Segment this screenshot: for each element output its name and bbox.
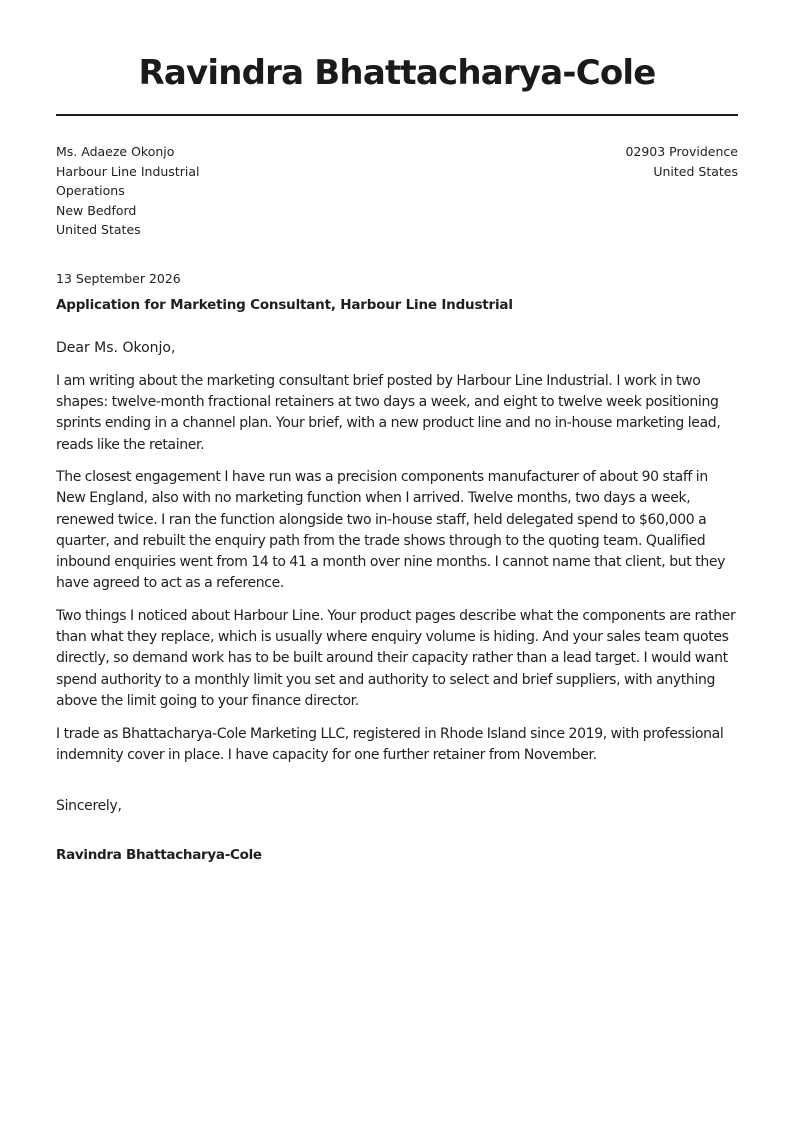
recipient-name: Ms. Adaeze Okonjo	[56, 144, 175, 159]
body-paragraph: I am writing about the marketing consultant brief posted by Harbour Line Industrial. I work in two shapes: twelve-month fractional retainers at two days a week, and eight to twelve week positioning sprints ending in a channel plan. Your brief, with a new product line and no in-house marketing lead, reads like the retainer.	[56, 372, 721, 453]
body-paragraph: The closest engagement I have run was a precision components manufacturer of about 90 staff in New England, also with no marketing function when I arrived. Twelve months, two days a week, renewed twice. I ran the function alongside two in-house staff, held delegated spend to $60,000 a quarter, and rebuilt the enquiry path from the trade shows through to the quoting team. Qualified inbound enquiries went from 14 to 41 a month over nine months. I cannot name that client, but they have agreed to act as a reference.	[56, 469, 726, 592]
sender-name-heading: Ravindra Bhattacharya-Cole	[138, 53, 656, 93]
sender-address	[625, 142, 738, 240]
closing: Sincerely,	[56, 797, 122, 814]
header-divider	[56, 114, 738, 116]
letter-date: 13 September 2026	[56, 270, 181, 286]
salutation: Dear Ms. Okonjo,	[56, 339, 176, 356]
letter-body	[56, 371, 738, 766]
address-block	[56, 142, 738, 240]
sender-country: United States	[653, 163, 738, 179]
letter-subject: Application for Marketing Consultant, Harbour Line Industrial	[56, 296, 513, 313]
recipient-address	[56, 142, 199, 240]
body-paragraph: I trade as Bhattacharya-Cole Marketing LLC, registered in Rhode Island since 2019, with professional indemnity cover in place. I have capacity for one further retainer from November.	[56, 725, 724, 763]
sender-postcode-city: 02903 Providence	[625, 144, 738, 159]
signature-name: Ravindra Bhattacharya-Cole	[56, 846, 262, 863]
body-paragraph: Two things I noticed about Harbour Line. Your product pages describe what the components are rather than what they replace, which is usually where enquiry volume is hiding. And your sales team quotes directly, so demand work has to be built around their capacity rather than a lead target. I would want spend authority to a monthly limit you set and authority to select and brief suppliers, with anything above the limit going to your finance director.	[56, 608, 736, 709]
recipient-department: Operations	[56, 183, 125, 199]
recipient-country: United States	[56, 222, 141, 238]
recipient-city: New Bedford	[56, 202, 137, 218]
cover-letter-page	[56, 0, 738, 865]
recipient-company: Harbour Line Industrial	[56, 163, 200, 179]
